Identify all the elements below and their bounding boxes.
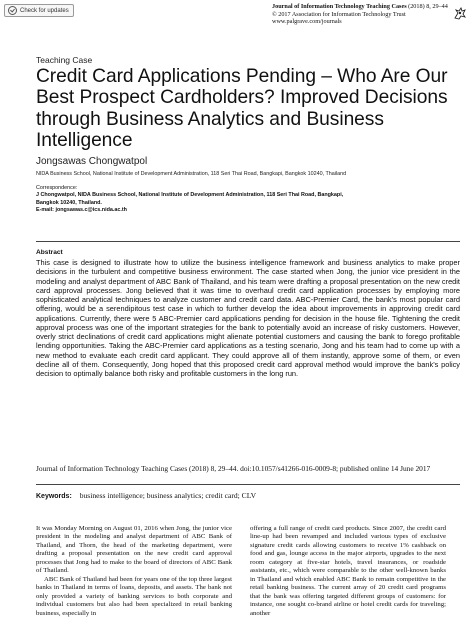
correspondence-block [36, 185, 343, 215]
publisher-horse-icon [452, 5, 468, 21]
abstract-body [36, 258, 460, 378]
body-paragraph: It was Monday Morning on August 01, 2016 when Jong, the junior vice president in the modeling and analyst department of ABC Bank of Thailand, and Thorn, the head of the marketing department, were drafting a proposal presentation on the new credit card approval processes that Jong had to make to the board of directors of ABC Bank of Thailand. [36, 525, 232, 575]
body-paragraph: offering a full range of credit card products. Since 2007, the credit card line-up had been revamped and included various types of exclusive signature credit cards allowing customers to receive 1% cashback on food and gas, lounge access in the major airports, upgrades to the next room category at five-star hotels, travel insurances, or roadside assistants, etc., which were comparable to the other well-known banks in Thailand and which enabled ABC Bank to remain competitive in the retail banking business. The current array of 20 credit card programs that the bank was offering targeted different groups of customers: for instance, one sought co-brand airline or hotel credit cards for traveling; another [250, 525, 446, 617]
body-paragraph: ABC Bank of Thailand had been for years one of the top three largest banks in Thailand in terms of loans, deposits, and assets. The bank not only provided a variety of banking services to both corporate and individual customers but also had been specialized in retail banking business, especially in [36, 575, 232, 617]
journal-url[interactable]: www.palgrave.com/journals [272, 18, 342, 26]
article-type: Teaching Case [36, 55, 93, 65]
journal-title-line [272, 3, 448, 11]
keywords-line [36, 491, 256, 500]
author-name: Jongsawas Chongwatpol [36, 156, 148, 167]
badge-label: Check for updates [20, 7, 69, 14]
abstract-top-divider [36, 241, 460, 242]
article-title: Credit Card Applications Pending – Who Are Our Best Prospect Cardholders? Improved Decisions through Business Analytics and Business Intelligence [36, 66, 448, 152]
correspondence-heading: Correspondence: [36, 185, 78, 191]
abstract-bottom-divider [36, 484, 460, 485]
correspondence-line: Bangkok 10240, Thailand. [36, 199, 102, 206]
abstract-text: This case is designed to illustrate how to utilize the business intelligence framework and business analytics to make proper decisions in the turbulent and competitive business environment. The case started when Jong, the junior vice president in the modeling and analyst department of ABC Bank of Thailand, and his team were drafting a proposal presentation on the new credit card approval processes. Jong believed that it was time to overhaul credit card application processes by employing more sophisticated analytical techniques to analyze customer and credit card data. ABC-Premier Card, the bank’s most popular card offering, would be a serendipitous test case in which to further develop the idea about improvements in approving credit card applications. Currently, there were 5 ABC-Premier card applications pending for decision in the house file. Tightening the credit approval process was one of the important strategies for the bank to potentially avoid an increase of risky customers. However, overly strict declinations of credit card applications might alienate potential customers and causing the bank to forego profitable lending opportunities. Taking the ABC-Premier card applications as a testing scenario, Jong and his team had to come up with a new method to evaluate each credit card applicant. They could approve all of them instantly, approve some of them, or even decline all of them. Consequently, Jong hoped that this proposed credit card approval method would improve the bank’s policy decision to optimally balance both risky and profitable customers in the long run. [36, 258, 460, 378]
journal-header [272, 3, 448, 26]
keywords-list: business intelligence; business analytics; credit card; CLV [79, 491, 257, 500]
journal-citation: (2018) 8, 29–44 [408, 3, 448, 10]
journal-name: Journal of Information Technology Teaching Cases [272, 3, 407, 10]
abstract-heading: Abstract [36, 249, 63, 256]
journal-copyright: © 2017 Association for Information Technology Trust [272, 10, 406, 18]
correspondence-line: J Chongwatpol, NIDA Business School, National Institute of Development Administration, 118 Seri Thai Road, Bangkapi, [36, 192, 344, 199]
correspondence-email[interactable]: E-mail: jongsawas.c@ics.nida.ac.th [36, 207, 127, 214]
body-column-left [36, 525, 232, 618]
keywords-label: Keywords: [36, 493, 72, 500]
article-citation: Journal of Information Technology Teaching Cases (2018) 8, 29–44. doi:10.1057/s41266-016-0009-8; published online 14 June 2017 [36, 464, 431, 473]
body-column-right [250, 525, 446, 618]
check-icon [8, 6, 17, 15]
check-for-updates-badge[interactable] [4, 4, 74, 17]
author-affiliation: NIDA Business School, National Institute of Development Administration, 118 Seri Thai Road, Bangkapi, Bangkok 10240, Thailand [36, 171, 347, 177]
